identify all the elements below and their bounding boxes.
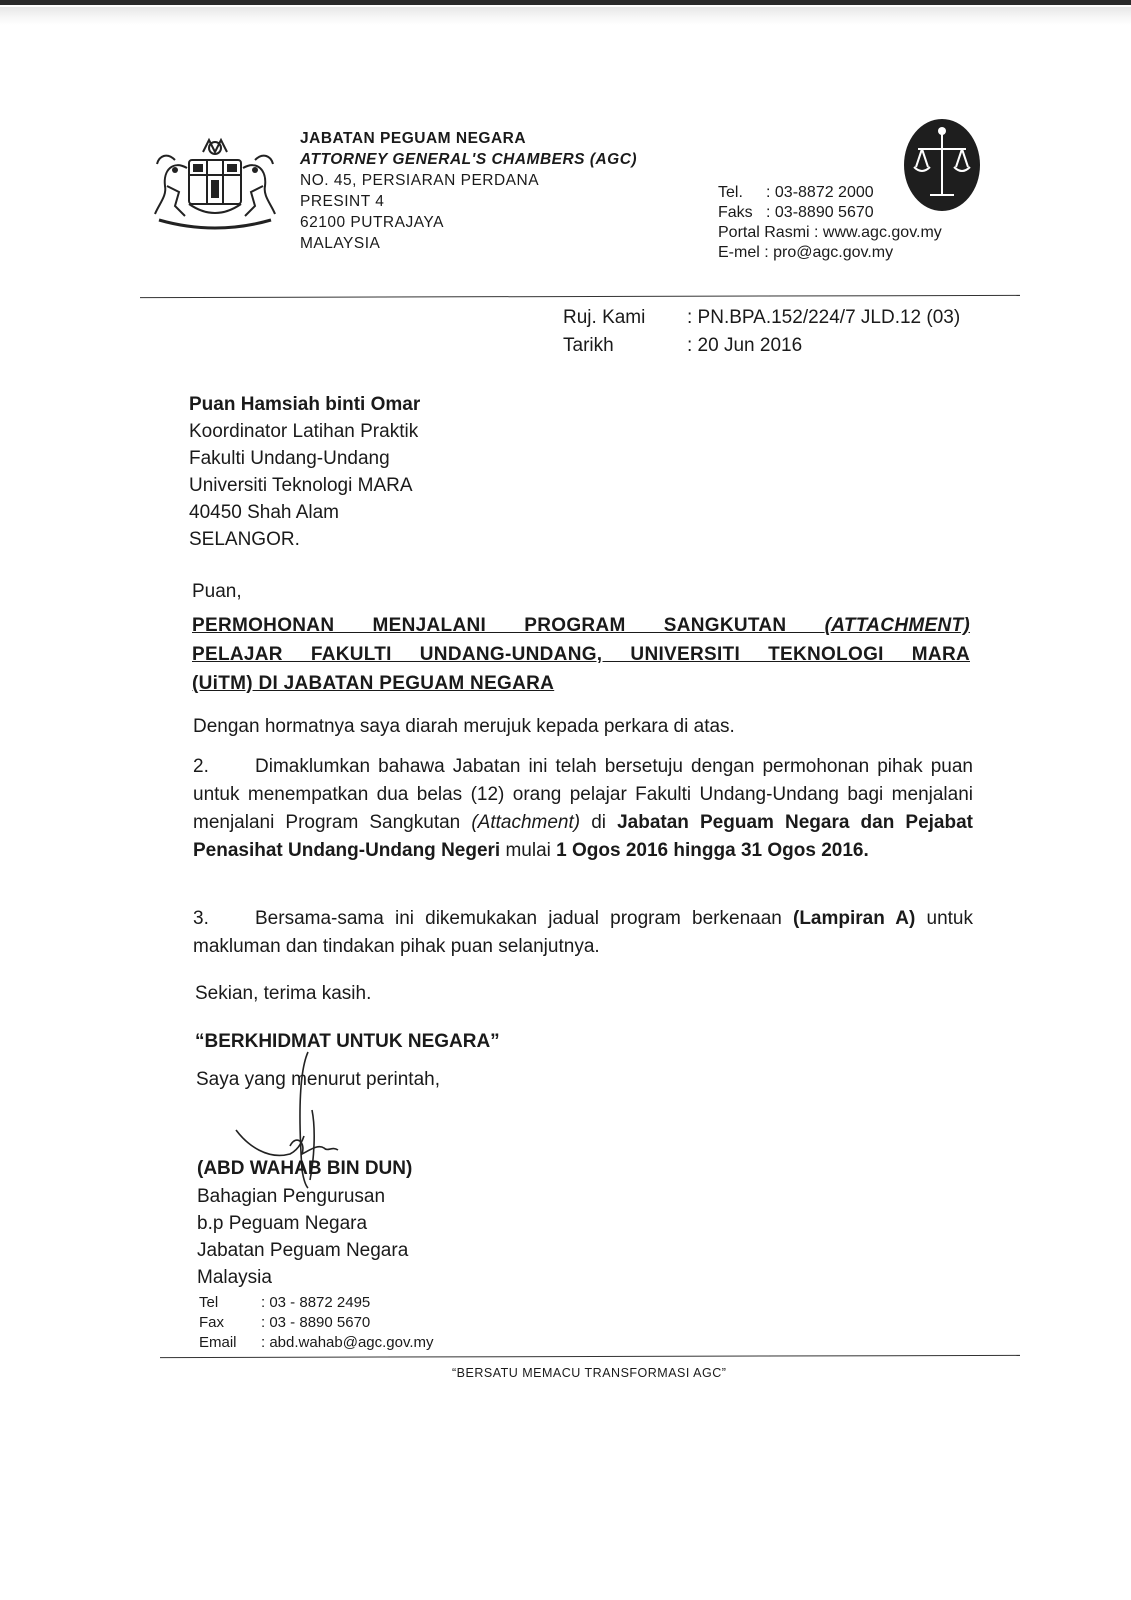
contact-value: : 03-8872 2000 [766, 184, 874, 201]
signoff-phrase: Saya yang menurut perintah, [196, 1069, 440, 1090]
paragraph-bold-dates: 1 Ogos 2016 hingga 31 Ogos 2016. [556, 840, 869, 861]
scales-of-justice-emblem [900, 115, 984, 215]
contact-value: : 03-8890 5670 [766, 204, 874, 221]
signer-contact-value: : 03 - 8890 5670 [261, 1314, 371, 1331]
contact-label: Portal Rasmi [718, 224, 810, 241]
body-paragraph-2 [193, 753, 973, 865]
address-line: NO. 45, PERSIARAN PERDANA [300, 172, 540, 189]
signer-contact-label: Tel [199, 1294, 219, 1311]
contact-row [718, 223, 978, 243]
signer-titles [197, 1183, 408, 1291]
date-row [563, 332, 1003, 360]
paragraph-bold: Jabatan Peguam Negara dan Pejabat Penasihat Undang-Undang Negeri [193, 812, 973, 861]
body-paragraph-3 [193, 905, 973, 961]
subject-block [192, 611, 970, 698]
recipient-line: Koordinator Latihan Praktik [189, 421, 419, 442]
contact-value: : www.agc.gov.my [814, 224, 942, 241]
paragraph-bold: (Lampiran A) [793, 908, 916, 929]
signer-contact-row [199, 1313, 519, 1333]
contact-label: Faks [718, 204, 753, 221]
paragraph-text: untuk makluman dan tindakan pihak puan selanjutnya. [193, 908, 974, 957]
signer-contact-label: Fax [199, 1314, 225, 1331]
motto: “BERKHIDMAT UNTUK NEGARA” [195, 1031, 500, 1052]
signer-contact-row [199, 1293, 519, 1313]
contact-label: Tel. [718, 184, 743, 201]
paragraph-italic: (Attachment) [471, 812, 581, 833]
recipient-line: Universiti Teknologi MARA [189, 475, 413, 496]
contact-value: : pro@agc.gov.my [764, 244, 894, 261]
paragraph-text: Bersama-sama ini dikemukakan jadual program berkenaan [255, 908, 793, 929]
contact-row [718, 243, 978, 263]
paragraph-text: di [580, 812, 618, 833]
address-line: MALAYSIA [300, 235, 381, 252]
paragraph-text: mulai [500, 840, 557, 861]
footer-slogan: “BERSATU MEMACU TRANSFORMASI AGC” [452, 1366, 727, 1380]
ref-label: Ruj. Kami [563, 307, 646, 328]
signer-contact-label: Email [199, 1334, 237, 1351]
subject-line [192, 611, 970, 640]
coat-of-arms-logo [145, 130, 285, 240]
signer-contact [199, 1293, 519, 1353]
paragraph-text: Dimaklumkan bahawa Jabatan ini telah bersetuju dengan permohonan pihak puan untuk menempatkan dua belas (12) orang pelajar Fakulti Undang-Undang bagi menjalani menjalani Program Sangkutan [193, 756, 973, 833]
contact-label: E-mel [718, 244, 760, 261]
paragraph-number: 2. [193, 756, 209, 777]
letterhead-divider [140, 295, 1020, 298]
signer-title-line: Jabatan Peguam Negara [197, 1240, 409, 1261]
date-label: Tarikh [563, 335, 614, 356]
signer-contact-value: : 03 - 8872 2495 [261, 1294, 371, 1311]
address-line: 62100 PUTRAJAYA [300, 214, 444, 231]
signer-title-line: b.p Peguam Negara [197, 1213, 368, 1234]
subject-line: (UiTM) DI JABATAN PEGUAM NEGARA [192, 673, 555, 694]
subject-line: PELAJAR FAKULTI UNDANG-UNDANG, UNIVERSITI TEKNOLOGI MARA [192, 644, 970, 665]
recipient-name: Puan Hamsiah binti Omar [189, 394, 421, 415]
letterhead-block [300, 128, 720, 254]
date-value: : 20 Jun 2016 [687, 335, 803, 356]
salutation: Puan, [192, 581, 242, 602]
ref-row [563, 304, 1003, 332]
signer-contact-value: : abd.wahab@agc.gov.my [261, 1334, 434, 1351]
address-line: PRESINT 4 [300, 193, 385, 210]
signer-title-line: Malaysia [197, 1267, 272, 1288]
recipient-line: SELANGOR. [189, 529, 300, 550]
recipient-line: 40450 Shah Alam [189, 502, 340, 523]
dept-name-malay: JABATAN PEGUAM NEGARA [300, 130, 527, 147]
recipient-block [189, 391, 689, 553]
signer-title-line: Bahagian Pengurusan [197, 1186, 386, 1207]
scan-top-shadow [0, 7, 1131, 25]
recipient-line: Fakulti Undang-Undang [189, 448, 390, 469]
closing-line: Sekian, terima kasih. [195, 983, 372, 1004]
footer-divider [160, 1355, 1020, 1358]
signer-name: (ABD WAHAB BIN DUN) [197, 1158, 413, 1179]
signer-contact-row [199, 1333, 519, 1353]
subject-text: PERMOHONAN MENJALANI PROGRAM SANGKUTAN [192, 615, 825, 636]
ref-value: : PN.BPA.152/224/7 JLD.12 (03) [687, 307, 961, 328]
dept-name-english: ATTORNEY GENERAL'S CHAMBERS (AGC) [300, 151, 638, 168]
subject-attachment-term: (ATTACHMENT) [824, 615, 970, 636]
scan-top-edge [0, 0, 1131, 5]
paragraph-number: 3. [193, 908, 209, 929]
reference-block [563, 304, 1003, 360]
body-paragraph-1: Dengan hormatnya saya diarah merujuk kepada perkara di atas. [193, 716, 735, 737]
